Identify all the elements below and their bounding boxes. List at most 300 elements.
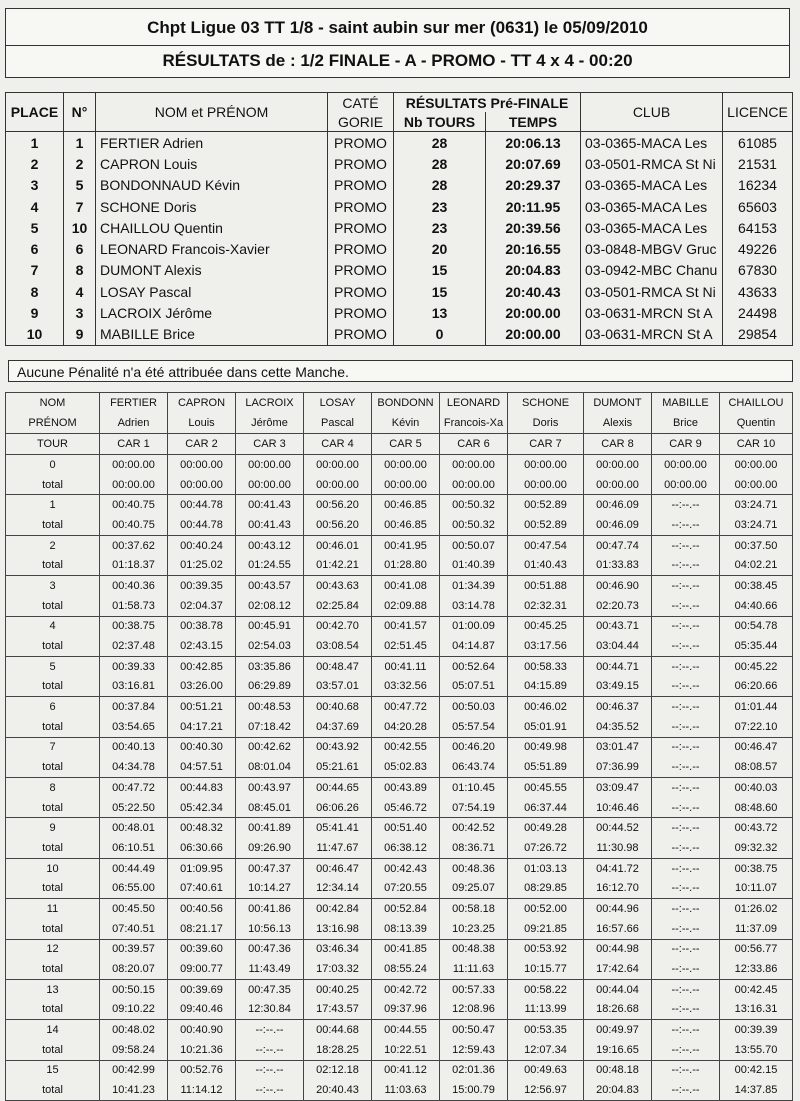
cumulative-time: 05:02.83: [372, 757, 440, 777]
col-results-top: RÉSULTATS Pré-FINALE: [394, 93, 581, 113]
cumulative-time: 15:00.79: [440, 1080, 508, 1100]
cumulative-time: --:--.--: [652, 919, 720, 939]
lap-time: 00:50.47: [440, 1020, 508, 1040]
lap-time: 00:43.12: [236, 535, 304, 555]
cumulative-time: 00:00.00: [304, 475, 372, 495]
cumulative-time: 04:02.21: [720, 555, 793, 575]
lap-time: 00:42.43: [372, 858, 440, 878]
lap-time: 01:09.95: [168, 858, 236, 878]
cumulative-time: 01:42.21: [304, 555, 372, 575]
result-licence: 67830: [723, 260, 793, 281]
result-number: 8: [64, 260, 96, 281]
driver-firstname: Adrien: [100, 413, 168, 434]
lap-time: 04:41.72: [584, 858, 652, 878]
cumulative-time: --:--.--: [652, 798, 720, 818]
lap-time: 00:45.25: [508, 616, 584, 636]
cumulative-time: 07:22.10: [720, 717, 793, 737]
cumulative-time: 08:08.57: [720, 757, 793, 777]
cumulative-time: 05:51.89: [508, 757, 584, 777]
laps-header-prenom: PRÉNOM: [6, 413, 100, 434]
cumulative-time: 00:46.09: [584, 515, 652, 535]
result-tours: 23: [394, 217, 486, 238]
result-category: PROMO: [328, 324, 394, 346]
lap-time: 00:49.28: [508, 818, 584, 838]
result-name: FERTIER Adrien: [96, 132, 328, 154]
lap-time: 00:46.02: [508, 697, 584, 717]
col-name: NOM et PRÉNOM: [96, 93, 328, 132]
cumulative-time: 01:40.39: [440, 555, 508, 575]
total-label: total: [6, 1080, 100, 1100]
lap-row: [6, 737, 793, 757]
result-licence: 61085: [723, 132, 793, 154]
result-category: PROMO: [328, 238, 394, 259]
cumulative-time: 03:57.01: [304, 677, 372, 697]
lap-total-row: [6, 555, 793, 575]
lap-time: 00:50.03: [440, 697, 508, 717]
cumulative-time: 02:43.15: [168, 636, 236, 656]
cumulative-time: 11:37.09: [720, 919, 793, 939]
lap-number: 15: [6, 1060, 100, 1080]
total-label: total: [6, 717, 100, 737]
cumulative-time: 00:44.78: [168, 515, 236, 535]
lap-time: 00:42.84: [304, 899, 372, 919]
lap-time: 03:01.47: [584, 737, 652, 757]
cumulative-time: 05:07.51: [440, 677, 508, 697]
lap-time: 02:12.18: [304, 1060, 372, 1080]
cumulative-time: 00:00.00: [168, 475, 236, 495]
driver-lastname: BONDONN: [372, 393, 440, 414]
result-tours: 0: [394, 324, 486, 346]
lap-number: 8: [6, 778, 100, 798]
lap-time: 00:00.00: [584, 455, 652, 475]
result-club: 03-0365-MACA Les: [581, 196, 723, 217]
lap-time: 00:44.55: [372, 1020, 440, 1040]
lap-total-row: [6, 878, 793, 898]
result-licence: 64153: [723, 217, 793, 238]
lap-time: 00:47.74: [584, 535, 652, 555]
lap-time: 00:48.18: [584, 1060, 652, 1080]
cumulative-time: --:--.--: [236, 1080, 304, 1100]
cumulative-time: 11:03.63: [372, 1080, 440, 1100]
cumulative-time: 02:20.73: [584, 596, 652, 616]
cumulative-time: 02:37.48: [100, 636, 168, 656]
cumulative-time: 09:26.90: [236, 838, 304, 858]
cumulative-time: 12:30.84: [236, 1000, 304, 1020]
result-time: 20:04.83: [486, 260, 581, 281]
result-number: 7: [64, 196, 96, 217]
total-label: total: [6, 1000, 100, 1020]
col-tours: Nb TOURS: [394, 112, 486, 132]
cumulative-time: 02:51.45: [372, 636, 440, 656]
cumulative-time: 14:37.85: [720, 1080, 793, 1100]
lap-time: 00:44.04: [584, 979, 652, 999]
lap-time: 00:44.96: [584, 899, 652, 919]
result-category: PROMO: [328, 260, 394, 281]
driver-lastname: CAPRON: [168, 393, 236, 414]
lap-time: 00:57.33: [440, 979, 508, 999]
result-club: 03-0631-MRCN St A: [581, 324, 723, 346]
cumulative-time: 09:58.24: [100, 1040, 168, 1060]
lap-time: 00:48.02: [100, 1020, 168, 1040]
cumulative-time: 10:21.36: [168, 1040, 236, 1060]
lap-time: 00:42.15: [720, 1060, 793, 1080]
lap-time: 00:44.52: [584, 818, 652, 838]
lap-time: --:--.--: [652, 939, 720, 959]
result-place: 2: [6, 153, 64, 174]
lap-time: 00:48.01: [100, 818, 168, 838]
cumulative-time: 06:55.00: [100, 878, 168, 898]
cumulative-time: 17:43.57: [304, 1000, 372, 1020]
lap-total-row: [6, 798, 793, 818]
lap-number: 3: [6, 576, 100, 596]
lap-time: 00:48.53: [236, 697, 304, 717]
lap-time: 00:00.00: [440, 455, 508, 475]
cumulative-time: 02:08.12: [236, 596, 304, 616]
result-licence: 16234: [723, 175, 793, 196]
lap-time: --:--.--: [652, 656, 720, 676]
lap-time: --:--.--: [652, 979, 720, 999]
cumulative-time: 03:16.81: [100, 677, 168, 697]
cumulative-time: 19:16.65: [584, 1040, 652, 1060]
col-temps: TEMPS: [486, 112, 581, 132]
lap-time: 00:48.47: [304, 656, 372, 676]
cumulative-time: 18:28.25: [304, 1040, 372, 1060]
cumulative-time: --:--.--: [652, 515, 720, 535]
cumulative-time: 01:58.73: [100, 596, 168, 616]
result-time: 20:29.37: [486, 175, 581, 196]
cumulative-time: --:--.--: [652, 555, 720, 575]
cumulative-time: --:--.--: [652, 1080, 720, 1100]
cumulative-time: 11:47.67: [304, 838, 372, 858]
lap-time: --:--.--: [652, 1020, 720, 1040]
driver-lastname: LEONARD: [440, 393, 508, 414]
cumulative-time: 08:01.04: [236, 757, 304, 777]
result-place: 5: [6, 217, 64, 238]
result-place: 3: [6, 175, 64, 196]
lap-time: 00:37.50: [720, 535, 793, 555]
lap-row: [6, 697, 793, 717]
cumulative-time: 09:00.77: [168, 959, 236, 979]
lap-time: 00:43.71: [584, 616, 652, 636]
lap-time: 00:49.98: [508, 737, 584, 757]
result-tours: 23: [394, 196, 486, 217]
lap-total-row: [6, 677, 793, 697]
lap-total-row: [6, 596, 793, 616]
result-club: 03-0501-RMCA St Ni: [581, 281, 723, 302]
driver-firstname: Louis: [168, 413, 236, 434]
lap-time: 00:44.78: [168, 495, 236, 515]
cumulative-time: 05:21.61: [304, 757, 372, 777]
result-club: 03-0631-MRCN St A: [581, 302, 723, 323]
result-name: LEONARD Francois-Xavier: [96, 238, 328, 259]
cumulative-time: 06:38.12: [372, 838, 440, 858]
lap-time: 00:58.22: [508, 979, 584, 999]
total-label: total: [6, 757, 100, 777]
lap-number: 1: [6, 495, 100, 515]
col-category-top: CATÉ: [328, 93, 394, 113]
lap-time: 00:38.45: [720, 576, 793, 596]
title-divider: [6, 45, 789, 46]
result-category: PROMO: [328, 153, 394, 174]
result-licence: 43633: [723, 281, 793, 302]
lap-time: 00:47.37: [236, 858, 304, 878]
lap-time: 00:44.68: [304, 1020, 372, 1040]
lap-time: 00:44.49: [100, 858, 168, 878]
cumulative-time: 04:57.51: [168, 757, 236, 777]
cumulative-time: --:--.--: [652, 636, 720, 656]
lap-time: 00:50.32: [440, 495, 508, 515]
lap-time: 00:52.76: [168, 1060, 236, 1080]
lap-time: 00:38.75: [720, 858, 793, 878]
lap-row: [6, 979, 793, 999]
lap-time: --:--.--: [652, 576, 720, 596]
lap-row: [6, 1020, 793, 1040]
lap-time: --:--.--: [236, 1020, 304, 1040]
cumulative-time: 03:26.00: [168, 677, 236, 697]
cumulative-time: 08:36.71: [440, 838, 508, 858]
lap-time: 00:42.55: [372, 737, 440, 757]
lap-time: 00:40.75: [100, 495, 168, 515]
result-name: BONDONNAUD Kévin: [96, 175, 328, 196]
cumulative-time: 03:49.15: [584, 677, 652, 697]
lap-time: --:--.--: [652, 737, 720, 757]
lap-time: 00:52.89: [508, 495, 584, 515]
lap-row: [6, 858, 793, 878]
result-time: 20:11.95: [486, 196, 581, 217]
lap-time: 00:42.85: [168, 656, 236, 676]
lap-time: 00:41.86: [236, 899, 304, 919]
result-tours: 20: [394, 238, 486, 259]
cumulative-time: 02:25.84: [304, 596, 372, 616]
lap-time: 00:43.57: [236, 576, 304, 596]
cumulative-time: 07:20.55: [372, 878, 440, 898]
result-row: [6, 302, 793, 323]
lap-time: 00:37.62: [100, 535, 168, 555]
result-licence: 24498: [723, 302, 793, 323]
lap-number: 14: [6, 1020, 100, 1040]
lap-total-row: [6, 717, 793, 737]
driver-firstname: Doris: [508, 413, 584, 434]
result-row: [6, 238, 793, 259]
lap-number: 9: [6, 818, 100, 838]
lap-time: 00:40.03: [720, 778, 793, 798]
lap-time: 00:46.09: [584, 495, 652, 515]
lap-total-row: [6, 757, 793, 777]
driver-car: CAR 8: [584, 434, 652, 455]
cumulative-time: 08:29.85: [508, 878, 584, 898]
lap-time: 00:43.89: [372, 778, 440, 798]
lap-time: 00:39.57: [100, 939, 168, 959]
lap-time: 01:03.13: [508, 858, 584, 878]
lap-time: 00:42.70: [304, 616, 372, 636]
lap-time: 00:41.08: [372, 576, 440, 596]
lap-time: --:--.--: [652, 1060, 720, 1080]
result-time: 20:39.56: [486, 217, 581, 238]
lap-number: 4: [6, 616, 100, 636]
cumulative-time: 04:14.87: [440, 636, 508, 656]
total-label: total: [6, 515, 100, 535]
result-name: DUMONT Alexis: [96, 260, 328, 281]
cumulative-time: 16:12.70: [584, 878, 652, 898]
cumulative-time: 06:43.74: [440, 757, 508, 777]
result-tours: 28: [394, 153, 486, 174]
result-category: PROMO: [328, 302, 394, 323]
result-number: 2: [64, 153, 96, 174]
lap-time: 00:00.00: [236, 455, 304, 475]
cumulative-time: 01:28.80: [372, 555, 440, 575]
lap-time: --:--.--: [652, 535, 720, 555]
lap-total-row: [6, 515, 793, 535]
cumulative-time: --:--.--: [652, 1040, 720, 1060]
cumulative-time: 01:40.43: [508, 555, 584, 575]
cumulative-time: 12:59.43: [440, 1040, 508, 1060]
cumulative-time: 03:14.78: [440, 596, 508, 616]
cumulative-time: 05:22.50: [100, 798, 168, 818]
cumulative-time: 09:32.32: [720, 838, 793, 858]
lap-time: 00:58.33: [508, 656, 584, 676]
cumulative-time: --:--.--: [652, 717, 720, 737]
lap-row: [6, 616, 793, 636]
lap-time: --:--.--: [652, 818, 720, 838]
lap-time: 00:00.00: [652, 455, 720, 475]
total-label: total: [6, 798, 100, 818]
lap-time: 00:52.00: [508, 899, 584, 919]
lap-time: 00:50.07: [440, 535, 508, 555]
lap-time: --:--.--: [652, 899, 720, 919]
lap-time: 00:40.36: [100, 576, 168, 596]
lap-row: [6, 939, 793, 959]
cumulative-time: 10:56.13: [236, 919, 304, 939]
cumulative-time: --:--.--: [652, 1000, 720, 1020]
lap-time: 00:48.32: [168, 818, 236, 838]
lap-time: 00:39.35: [168, 576, 236, 596]
cumulative-time: --:--.--: [652, 838, 720, 858]
result-time: 20:00.00: [486, 302, 581, 323]
lap-time: 00:41.95: [372, 535, 440, 555]
penalty-note: Aucune Pénalité n'a été attribuée dans cette Manche.: [8, 360, 793, 382]
results-header-row: [6, 93, 793, 113]
cumulative-time: 09:25.07: [440, 878, 508, 898]
cumulative-time: 11:11.63: [440, 959, 508, 979]
lap-time: 00:00.00: [304, 455, 372, 475]
result-tours: 15: [394, 281, 486, 302]
result-name: LACROIX Jérôme: [96, 302, 328, 323]
lap-time: 00:40.90: [168, 1020, 236, 1040]
cumulative-time: 10:22.51: [372, 1040, 440, 1060]
lap-time: 00:58.18: [440, 899, 508, 919]
driver-lastname: LOSAY: [304, 393, 372, 414]
driver-car: CAR 7: [508, 434, 584, 455]
result-number: 6: [64, 238, 96, 259]
result-licence: 65603: [723, 196, 793, 217]
cumulative-time: --:--.--: [236, 1040, 304, 1060]
cumulative-time: 04:20.28: [372, 717, 440, 737]
cumulative-time: 05:46.72: [372, 798, 440, 818]
lap-time: 00:53.35: [508, 1020, 584, 1040]
driver-lastname: SCHONE: [508, 393, 584, 414]
lap-time: 00:38.75: [100, 616, 168, 636]
lap-time: 00:44.71: [584, 656, 652, 676]
driver-firstname: Pascal: [304, 413, 372, 434]
lap-time: 00:48.36: [440, 858, 508, 878]
result-name: MABILLE Brice: [96, 324, 328, 346]
lap-row: [6, 455, 793, 475]
result-tours: 28: [394, 175, 486, 196]
laps-header-tour: TOUR: [6, 434, 100, 455]
lap-time: 00:46.90: [584, 576, 652, 596]
total-label: total: [6, 919, 100, 939]
cumulative-time: 09:21.85: [508, 919, 584, 939]
result-number: 10: [64, 217, 96, 238]
laps-header-nom: NOM: [6, 393, 100, 414]
lap-number: 5: [6, 656, 100, 676]
lap-time: --:--.--: [652, 778, 720, 798]
laps-table: [5, 392, 793, 1101]
cumulative-time: 10:41.23: [100, 1080, 168, 1100]
cumulative-time: 08:20.07: [100, 959, 168, 979]
result-tours: 28: [394, 132, 486, 154]
lap-total-row: [6, 1000, 793, 1020]
cumulative-time: 03:54.65: [100, 717, 168, 737]
driver-lastname: FERTIER: [100, 393, 168, 414]
cumulative-time: 02:09.88: [372, 596, 440, 616]
result-row: [6, 153, 793, 174]
result-row: [6, 196, 793, 217]
lap-time: 00:43.63: [304, 576, 372, 596]
lap-time: --:--.--: [652, 616, 720, 636]
driver-car: CAR 1: [100, 434, 168, 455]
lap-time: 00:45.22: [720, 656, 793, 676]
lap-row: [6, 818, 793, 838]
cumulative-time: 06:29.89: [236, 677, 304, 697]
cumulative-time: 00:41.43: [236, 515, 304, 535]
driver-car: CAR 2: [168, 434, 236, 455]
cumulative-time: 06:30.66: [168, 838, 236, 858]
lap-time: 00:43.92: [304, 737, 372, 757]
lap-time: 00:00.00: [100, 455, 168, 475]
lap-row: [6, 495, 793, 515]
lap-time: 00:46.47: [720, 737, 793, 757]
lap-time: 00:39.39: [720, 1020, 793, 1040]
lap-time: --:--.--: [236, 1060, 304, 1080]
lap-total-row: [6, 959, 793, 979]
result-place: 10: [6, 324, 64, 346]
result-place: 4: [6, 196, 64, 217]
lap-time: --:--.--: [652, 697, 720, 717]
result-category: PROMO: [328, 281, 394, 302]
result-place: 9: [6, 302, 64, 323]
lap-time: 00:41.12: [372, 1060, 440, 1080]
lap-time: 00:44.83: [168, 778, 236, 798]
lap-row: [6, 535, 793, 555]
result-club: 03-0365-MACA Les: [581, 175, 723, 196]
lap-time: 00:39.69: [168, 979, 236, 999]
result-row: [6, 260, 793, 281]
lap-time: 00:56.20: [304, 495, 372, 515]
cumulative-time: 00:00.00: [440, 475, 508, 495]
cumulative-time: 12:07.34: [508, 1040, 584, 1060]
cumulative-time: 13:16.31: [720, 1000, 793, 1020]
lap-time: 00:48.38: [440, 939, 508, 959]
cumulative-time: 07:26.72: [508, 838, 584, 858]
total-label: total: [6, 878, 100, 898]
cumulative-time: 09:10.22: [100, 1000, 168, 1020]
cumulative-time: 13:16.98: [304, 919, 372, 939]
lap-time: 00:46.01: [304, 535, 372, 555]
lap-time: 00:44.98: [584, 939, 652, 959]
lap-total-row: [6, 636, 793, 656]
cumulative-time: 08:13.39: [372, 919, 440, 939]
